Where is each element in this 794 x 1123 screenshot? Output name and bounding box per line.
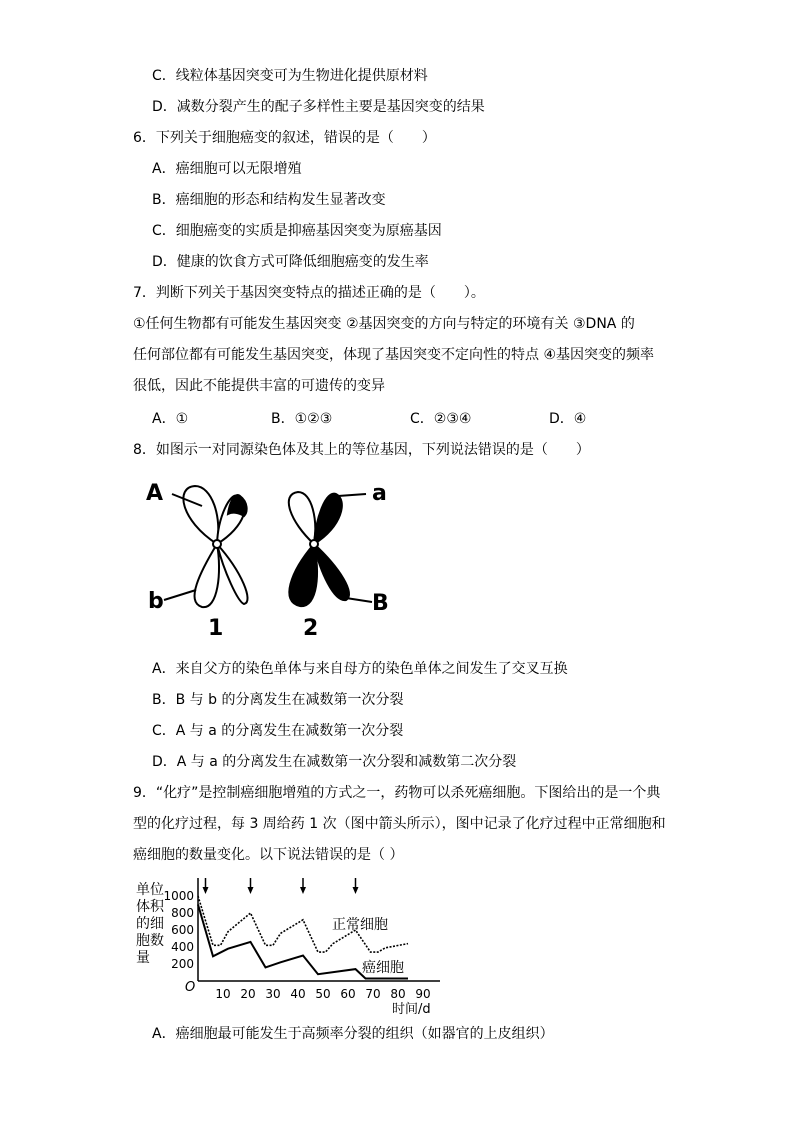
q7-choice-b: B．①②③ (271, 411, 333, 427)
q5-option-c: C．线粒体基因突变可为生物进化提供原材料 (152, 68, 428, 84)
q9-stem-line-2: 型的化疗过程，每 3 周给药 1 次（图中箭头所示），图中记录了化疗过程中正常细胞和 (133, 816, 666, 832)
y-label-line: 的细 (136, 916, 164, 932)
y-label-line: 量 (136, 950, 150, 966)
dose-arrow-icon (203, 878, 209, 894)
allele-label-a: a (372, 481, 387, 506)
y-label-line: 体积 (136, 899, 164, 915)
q7-statement-line-2: 任何部位都有可能发生基因突变，体现了基因突变不定向性的特点 ④基因突变的频率 (133, 347, 654, 363)
allele-label-b: b (148, 589, 164, 614)
q7-choice-c: C．②③④ (410, 411, 472, 427)
dose-arrows (203, 878, 359, 894)
q6-option-d: D．健康的饮食方式可降低细胞癌变的发生率 (152, 254, 429, 270)
q7-choice-a: A．① (152, 411, 189, 427)
q8-option-c: C．A 与 a 的分离发生在减数第一次分裂 (152, 723, 404, 739)
q6-option-c: C．细胞癌变的实质是抑癌基因突变为原癌基因 (152, 223, 442, 239)
q7-choice-d: D．④ (549, 411, 587, 427)
q7-statement-line-3: 很低，因此不能提供丰富的可遗传的变异 (133, 378, 385, 394)
x-tick-label: 30 (265, 987, 281, 1001)
q6-option-b: B．癌细胞的形态和结构发生显著改变 (152, 192, 386, 208)
x-tick-label: 10 (215, 987, 231, 1001)
q7-stem: 7．判断下列关于基因突变特点的描述正确的是（ ）。 (133, 285, 485, 301)
q8-stem: 8．如图示一对同源染色体及其上的等位基因，下列说法错误的是（ ） (133, 442, 590, 458)
y-tick-label: 1000 (163, 889, 194, 903)
q6-option-a: A．癌细胞可以无限增殖 (152, 161, 302, 177)
q8-option-b: B．B 与 b 的分离发生在减数第一次分裂 (152, 692, 404, 708)
x-tick-label: 50 (315, 987, 331, 1001)
chromosome-number-1: 1 (208, 616, 224, 641)
chromosome-2 (289, 492, 372, 606)
x-tick-label: 20 (240, 987, 256, 1001)
chromosome-1 (164, 486, 248, 607)
dose-arrow-icon (353, 878, 359, 894)
q6-stem: 6．下列关于细胞癌变的叙述，错误的是（ ） (133, 130, 436, 146)
dose-arrow-icon (300, 878, 306, 894)
chromosome-number-2: 2 (303, 616, 319, 641)
x-tick-label: 90 (415, 987, 431, 1001)
y-tick-label: 800 (171, 906, 194, 920)
series-label-cancer: 癌细胞 (362, 960, 404, 976)
x-tick-label: 80 (390, 987, 406, 1001)
q7-statement-line-1: ①任何生物都有可能发生基因突变 ②基因突变的方向与特定的环境有关 ③DNA 的 (133, 316, 635, 332)
x-tick-label: 60 (340, 987, 356, 1001)
q9-stem-line-3: 癌细胞的数量变化。以下说法错误的是（ ） (133, 847, 404, 863)
q8-option-a: A．来自父方的染色单体与来自母方的染色单体之间发生了交叉互换 (152, 661, 568, 677)
y-tick-label: 200 (171, 957, 194, 971)
series-label-normal: 正常细胞 (332, 917, 388, 933)
y-tick-label: 400 (171, 940, 194, 954)
x-tick-label: 40 (290, 987, 306, 1001)
homologous-chromosomes-figure (140, 472, 400, 642)
origin-label: O (185, 980, 196, 995)
y-axis-label (136, 882, 165, 966)
allele-label-A: A (146, 481, 164, 506)
allele-label-B: B (372, 591, 389, 616)
q8-option-d: D．A 与 a 的分离发生在减数第一次分裂和减数第二次分裂 (152, 754, 517, 770)
q9-option-a: A．癌细胞最可能发生于高频率分裂的组织（如器官的上皮组织） (152, 1026, 554, 1042)
q9-stem-line-1: 9．“化疗”是控制癌细胞增殖的方式之一，药物可以杀死癌细胞。下图给出的是一个典 (133, 785, 661, 801)
dose-arrow-icon (248, 878, 254, 894)
x-tick-label: 70 (365, 987, 381, 1001)
y-label-line: 胞数 (136, 933, 164, 949)
y-axis-ticks (163, 889, 194, 971)
chemotherapy-cell-count-chart (130, 874, 450, 1020)
y-label-line: 单位 (136, 882, 164, 898)
x-axis-ticks (215, 987, 430, 1001)
x-axis-label: 时间/d (392, 1002, 431, 1017)
y-tick-label: 600 (171, 923, 194, 937)
q5-option-d: D．减数分裂产生的配子多样性主要是基因突变的结果 (152, 99, 485, 115)
